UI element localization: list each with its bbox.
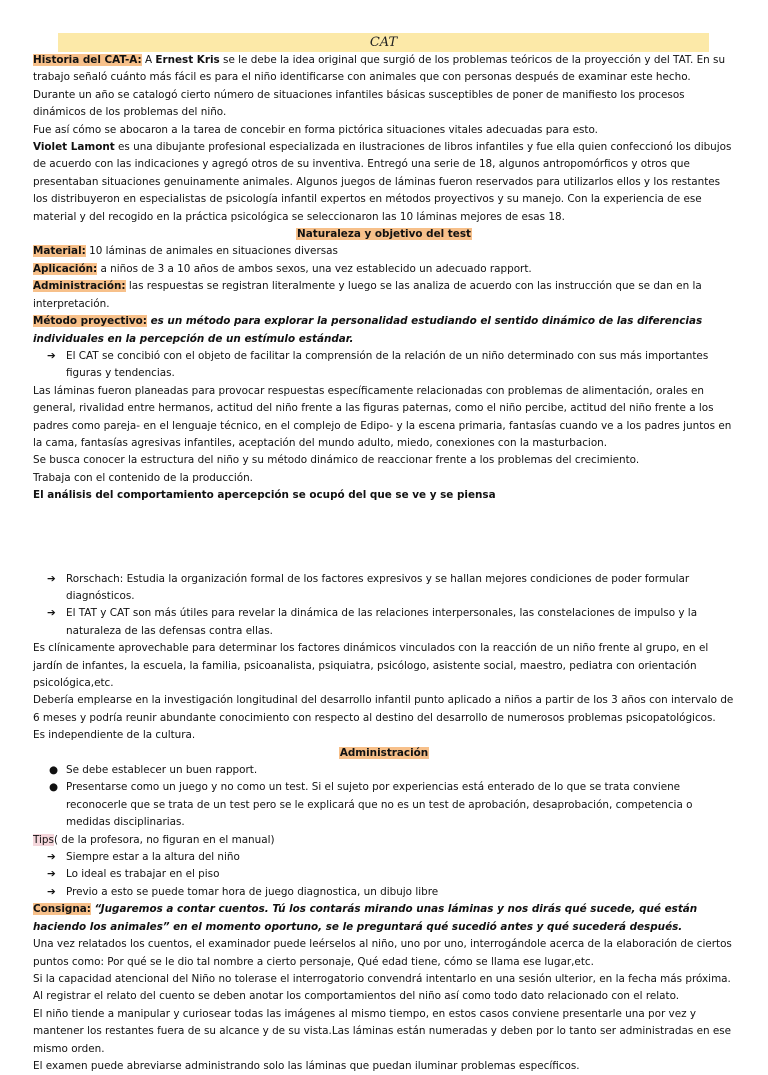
arrow-icon: ➔	[47, 868, 56, 881]
list-item: ➔ Previo a esto se puede tomar hora de juego diagnostica, un dibujo libre	[33, 884, 735, 901]
administracion-heading: Administración	[339, 746, 429, 759]
list-item: ➔ Lo ideal es trabajar en el piso	[33, 866, 735, 883]
naturaleza-heading: Naturaleza y objetivo del test	[297, 228, 471, 241]
author-lamont: Violet Lamont	[33, 141, 115, 154]
deberia-paragraph: Debería emplearse en la investigación longitudinal del desarrollo infantil punto aplicado a niños a partir de los 3 años con intervalo de 6 meses y podría reunir abundante conocimiento con respecto al destino del desarrollo de numerosos problemas psicopatológicos.	[33, 694, 734, 724]
list-item: ● Presentarse como un juego y no como un test. Si el sujeto por experiencias está enterado de lo que se trata conviene reconocerle que se trata de un test pero se le explicará que no es un test de aprobación, desaprobación, competencia o medidas disciplinarias.	[49, 781, 693, 829]
page-title: CAT	[58, 33, 709, 52]
registrar-paragraph: Al registrar el relato del cuento se deben anotar los comportamientos del niño así como todo dato relacionado con el relato.	[33, 990, 680, 1003]
list-item: ● Se debe establecer un buen rapport.	[33, 762, 735, 779]
relatados-paragraph: Una vez relatados los cuentos, el examinador puede leérselos al niño, uno por uno, interrogándole acerca de la elaboración de ciertos puntos como: Por qué se le dio tal nombre a cierto personaje, Qué edad tiene, cómo se llama ese lugar,etc.	[33, 938, 732, 968]
tips-line: Tips( de la profesora, no figuran en el manual)	[33, 833, 275, 846]
busca-paragraph: Se busca conocer la estructura del niño y su método dinámico de reaccionar frente a los problemas del crecimiento.	[33, 454, 640, 467]
tips-list	[33, 849, 735, 901]
tips-label: Tips	[33, 833, 54, 846]
list-item: ➔ El TAT y CAT son más útiles para revelar la dinámica de las relaciones interpersonales, las constelaciones de impulso y la naturaleza de las defensas contra ellas.	[47, 607, 698, 637]
author-kris: Ernest Kris	[155, 54, 220, 66]
dot-list	[33, 762, 735, 832]
material-line: Material: 10 láminas de animales en situaciones diversas	[33, 245, 338, 258]
arrow-icon: ➔	[47, 607, 56, 620]
arrow-list-1	[33, 348, 735, 383]
arrow-icon: ➔	[47, 572, 56, 585]
analisis-paragraph: El análisis del comportamiento apercepción se ocupó del que se ve y se piensa	[33, 489, 496, 502]
aplicacion-line: Aplicación: a niños de 3 a 10 años de ambos sexos, una vez establecido un adecuado rapport.	[33, 262, 532, 275]
clinicamente-paragraph: Es clínicamente aprovechable para determinar los factores dinámicos vinculados con la reacción de un niño frente al grupo, en el jardín de infantes, la escuela, la familia, psicoanalista, psiquiatra, psicólogo, asistente social, maestro, pediatra con orientación psicológica,etc.	[33, 642, 709, 689]
administracion-heading-row	[33, 745, 735, 762]
trabaja-paragraph: Trabaja con el contenido de la producción.	[33, 471, 253, 484]
administracion-label: Administración:	[33, 280, 126, 293]
material-label: Material:	[33, 245, 86, 258]
arrow-icon: ➔	[47, 885, 56, 898]
consigna-paragraph: Consigna: “Jugaremos a contar cuentos. Tú los contarás mirando unas láminas y nos dirás qué sucede, qué están haciendo los animales” en el momento oportuno, se le preguntará qué sucedió antes y qué sucederá después.	[33, 903, 698, 933]
blank-space	[33, 505, 735, 571]
bullet-dot-icon: ●	[49, 764, 59, 777]
arrow-icon: ➔	[47, 349, 56, 362]
list-item: ➔ Siempre estar a la altura del niño	[33, 849, 735, 866]
metodo-label: Método proyectivo:	[33, 315, 147, 328]
capacidad-paragraph: Si la capacidad atencional del Niño no tolerase el interrogatorio convendrá intentarlo en una sesión ulterior, en la fecha más próxima.	[33, 972, 731, 985]
historia-paragraph: Historia del CAT-A: A Ernest Kris se le debe la idea original que surgió de los problemas teóricos de la proyección y del TAT. En su trabajo señaló cuánto más fácil es para el niño identificarse con animales que con personas después de examinar este hecho. Durante un año se catalogó cierto número de situaciones infantiles básicas susceptibles de poner de manifiesto los procesos dinámicos de los problemas del niño.	[33, 54, 726, 119]
aplicacion-label: Aplicación:	[33, 262, 98, 275]
list-item: ➔ El CAT se concibió con el objeto de facilitar la comprensión de la relación de un niño determinado con sus más importantes figuras y tendencias.	[47, 349, 709, 380]
bullet-dot-icon: ●	[49, 781, 59, 794]
document-page	[33, 33, 735, 1075]
historia-label: Historia del CAT-A:	[33, 54, 142, 66]
laminas-paragraph: Las láminas fueron planeadas para provocar respuestas específicamente relacionadas con problemas de alimentación, orales en general, rivalidad entre hermanos, actitud del niño frente a las figuras paternas, como el niño percibe, actitud del niño frente a los padres como pareja- en el lenguaje técnico, en el complejo de Edipo- y la escena primaria, fantasías cuando ve a los padres juntos en la cama, fantasías agresivas infantiles, aceptación del mundo adulto, miedo, conexiones con la masturbacion.	[33, 384, 732, 449]
list-item: ➔ Rorschach: Estudia la organización formal de los factores expresivos y se hallan mejores condiciones de poder formular diagnósticos.	[47, 572, 690, 602]
examen-paragraph: El examen puede abreviarse administrando solo las láminas que puedan iluminar problemas específicos.	[33, 1059, 580, 1072]
arrow-list-2	[33, 571, 735, 641]
naturaleza-heading-row	[33, 226, 735, 243]
violet-paragraph: Violet Lamont es una dibujante profesional especializada en ilustraciones de libros infantiles y fue ella quien confeccionó los dibujos de acuerdo con las indicaciones y agregó otros de su inventiva. Entregó una serie de 18, algunos antropomórficos y otros que presentaban situaciones genuinamente animales. Algunos juegos de láminas fueron reservados para utilizarlos ellos y los restantes los distribuyeron en especialistas de psicología infantil expertos en métodos proyectivos y su manejo. Con la experiencia de ese material y del recogido en la práctica psicológica se seleccionaron las 10 láminas mejores de esas 18.	[33, 141, 732, 223]
tiende-paragraph: El niño tiende a manipular y curiosear todas las imágenes al mismo tiempo, en estos casos conviene presentarle una por vez y mantener los restantes fuera de su alcance y de su vista.Las láminas están numeradas y deben por lo tanto ser administradas en ese mismo orden.	[33, 1007, 732, 1055]
arrow-icon: ➔	[47, 851, 56, 864]
consigna-label: Consigna:	[33, 903, 91, 916]
independiente-paragraph: Es independiente de la cultura.	[33, 729, 196, 742]
administracion-line: Administración: las respuestas se registran literalmente y luego se las analiza de acuerdo con las instrucción que se dan en la interpretación.	[33, 280, 702, 310]
fue-paragraph: Fue así cómo se abocaron a la tarea de concebir en forma pictórica situaciones vitales adecuadas para esto.	[33, 123, 598, 136]
metodo-line: Método proyectivo: es un método para explorar la personalidad estudiando el sentido dinámico de las diferencias individuales en la percepción de un estímulo estándar.	[33, 315, 703, 345]
